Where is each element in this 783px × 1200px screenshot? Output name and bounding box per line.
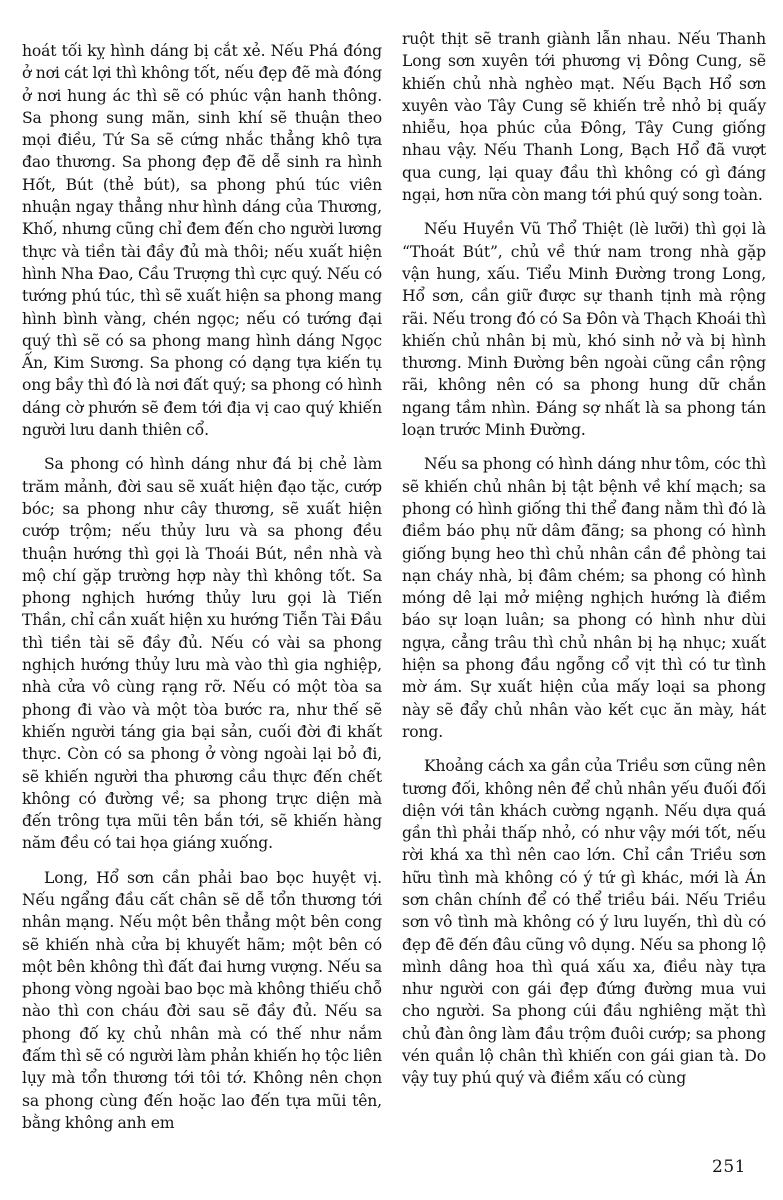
paragraph: Nếu Huyền Vũ Thổ Thiệt (lè lưỡi) thì gọi là “Thoát Bút”, chủ về thứ nam trong nhà gặp vận hung, xấu. Tiểu Minh Đường trong Long, Hổ sơn, cần giữ được sự thanh tịnh mà rộng rãi. Nếu trong đó có Sa Đôn và Thạch Khoái thì khiến chủ nhân bị mù, khó sinh nở và bị hình thương. Minh Đường bên ngoài cũng cần rộng rãi, không nên có sa phong hung dữ chắn ngang tầm nhìn. Đáng sợ nhất là sa phong tán loạn trước Minh Đường. bbox=[402, 220, 766, 440]
paragraph: hoát tối kỵ hình dáng bị cắt xẻ. Nếu Phá đóng ở nơi cát lợi thì không tốt, nếu đẹp đẽ mà đóng ở nơi hung ác thì sẽ có phúc vận hanh thông. Sa phong sung mãn, sinh khí sẽ thuận theo mọi điều, Tứ Sa sẽ cứng nhắc thẳng khô tựa đao thương. Sa phong đẹp đẽ dễ sinh ra hình Hốt, Bút (thẻ bút), sa phong phú túc viên nhuận ngay thẳng như hình dáng của Thương, Khố, nhưng cũng chỉ đem đến cho người lương thực và tiền tài đầy đủ mà thôi; nếu xuất hiện hình Nha Đao, Cầu Trượng thì cực quý. Nếu có tướng phú túc, thì sẽ xuất hiện sa phong mang hình bình vàng, chén ngọc; nếu có tướng đại quý thì sẽ có sa phong mang hình dáng Ngọc Ấn, Kim Sương. Sa phong có dạng tựa kiến tụ ong bầy thì đó là nơi đất quý; sa phong có hình dáng cờ phướn sẽ đem tới địa vị cao quý khiến người lưu danh thiên cổ. bbox=[22, 42, 382, 440]
right-column bbox=[402, 28, 766, 1102]
paragraph: Nếu sa phong có hình dáng như tôm, cóc thì sẽ khiến chủ nhân bị tật bệnh về khí mạch; sa phong có hình giống thi thể đang nằm thì đó là điềm báo phụ nữ dâm đãng; sa phong có hình giống bụng heo thì chủ nhân cần đề phòng tai nạn cháy nhà, bị đâm chém; sa phong có hình móng dê lại mở miệng nghịch hướng là điềm báo sự loạn luân; sa phong có hình như dùi ngựa, cẳng trâu thì chủ nhân bị hạ nhục; xuất hiện sa phong đầu ngỗng cổ vịt thì có tư tình mờ ám. Sự xuất hiện của mấy loại sa phong này sẽ đẩy chủ nhân vào kết cục ăn mày, hát rong. bbox=[402, 455, 766, 741]
left-column bbox=[22, 40, 382, 1146]
paragraph: Sa phong có hình dáng như đá bị chẻ làm trăm mảnh, đời sau sẽ xuất hiện đạo tặc, cướp bóc; sa phong như cây thương, sẽ xuất hiện cướp trộm; nếu thủy lưu và sa phong đều thuận hướng thì gọi là Thoái Bút, nền nhà và mộ chí gặp trường hợp này thì không tốt. Sa phong nghịch hướng thủy lưu gọi là Tiến Thần, chỉ cần xuất hiện xu hướng Tiễn Tài Đầu thì tiền tài sẽ đầy đủ. Nếu có vài sa phong nghịch hướng thủy lưu mà vào thì gia nghiệp, nhà cửa vô cùng rạng rỡ. Nếu có một tòa sa phong đi vào và một tòa bước ra, như thế sẽ khiến người táng gia bại sản, cuối đời đi khất thực. Còn có sa phong ở vòng ngoài lại bỏ đi, sẽ khiến người tha phương cầu thực đến chết không có đường về; sa phong trực diện mà đến trông tựa mũi tên bắn tới, sẽ khiến hàng năm đều có tai họa giáng xuống. bbox=[22, 455, 382, 853]
paragraph: Khoảng cách xa gần của Triều sơn cũng nên tương đối, không nên để chủ nhân yếu đuối đối diện với tân khách cường ngạnh. Nếu dựa quá gần thì phải thấp nhỏ, có như vậy mới tốt, nếu rời khá xa thì nên cao lớn. Chỉ cần Triều sơn hữu tình mà không có ý tứ gì khác, mới là Án sơn chân chính để có thể triều bái. Nếu Triều sơn vô tình mà không có ý lưu luyến, thì dù có đẹp đẽ đến đâu cũng vô dụng. Nếu sa phong lộ mình dâng hoa thì quá xấu xa, điều này tựa như người con gái đẹp đứng đường mua vui cho người. Sa phong cúi đầu nghiêng mặt thì chủ đàn ông làm đầu trộm đuôi cướp; sa phong vén quần lộ chân thì khiến con gái gian tà. Do vậy tuy phú quý và điềm xấu có cùng bbox=[402, 757, 766, 1088]
paragraph: Long, Hổ sơn cần phải bao bọc huyệt vị. Nếu ngẩng đầu cất chân sẽ dễ tổn thương tới nhân mạng. Nếu một bên thẳng một bên cong sẽ khiến nhà cửa bị khuyết hãm; một bên có một bên không thì đất đai hưng vượng. Nếu sa phong vòng ngoài bao bọc mà không thiếu chỗ nào thì con cháu đời sau sẽ đầy đủ. Nếu sa phong đố kỵ chủ nhân mà có thế như nắm đấm thì sẽ có người làm phản khiến họ tộc liên lụy mà tổn thương tới tôi tớ. Không nên chọn sa phong cùng đến hoặc lao đến tựa mũi tên, bằng không anh em bbox=[22, 868, 382, 1132]
paragraph: ruột thịt sẽ tranh giành lẫn nhau. Nếu Thanh Long sơn xuyên tới phương vị Đông Cung, sẽ khiến chủ nhà nghèo mạt. Nếu Bạch Hổ sơn xuyên vào Tây Cung sẽ khiến trẻ nhỏ bị quấy nhiễu, họa phúc của Đông, Tây Cung giống nhau vậy. Nếu Thanh Long, Bạch Hổ đã vượt qua cung, lại quay đầu thì không có gì đáng ngại, hơn nữa còn mang tới phú quý song toàn. bbox=[402, 30, 766, 205]
page-number: 251 bbox=[712, 1157, 746, 1177]
